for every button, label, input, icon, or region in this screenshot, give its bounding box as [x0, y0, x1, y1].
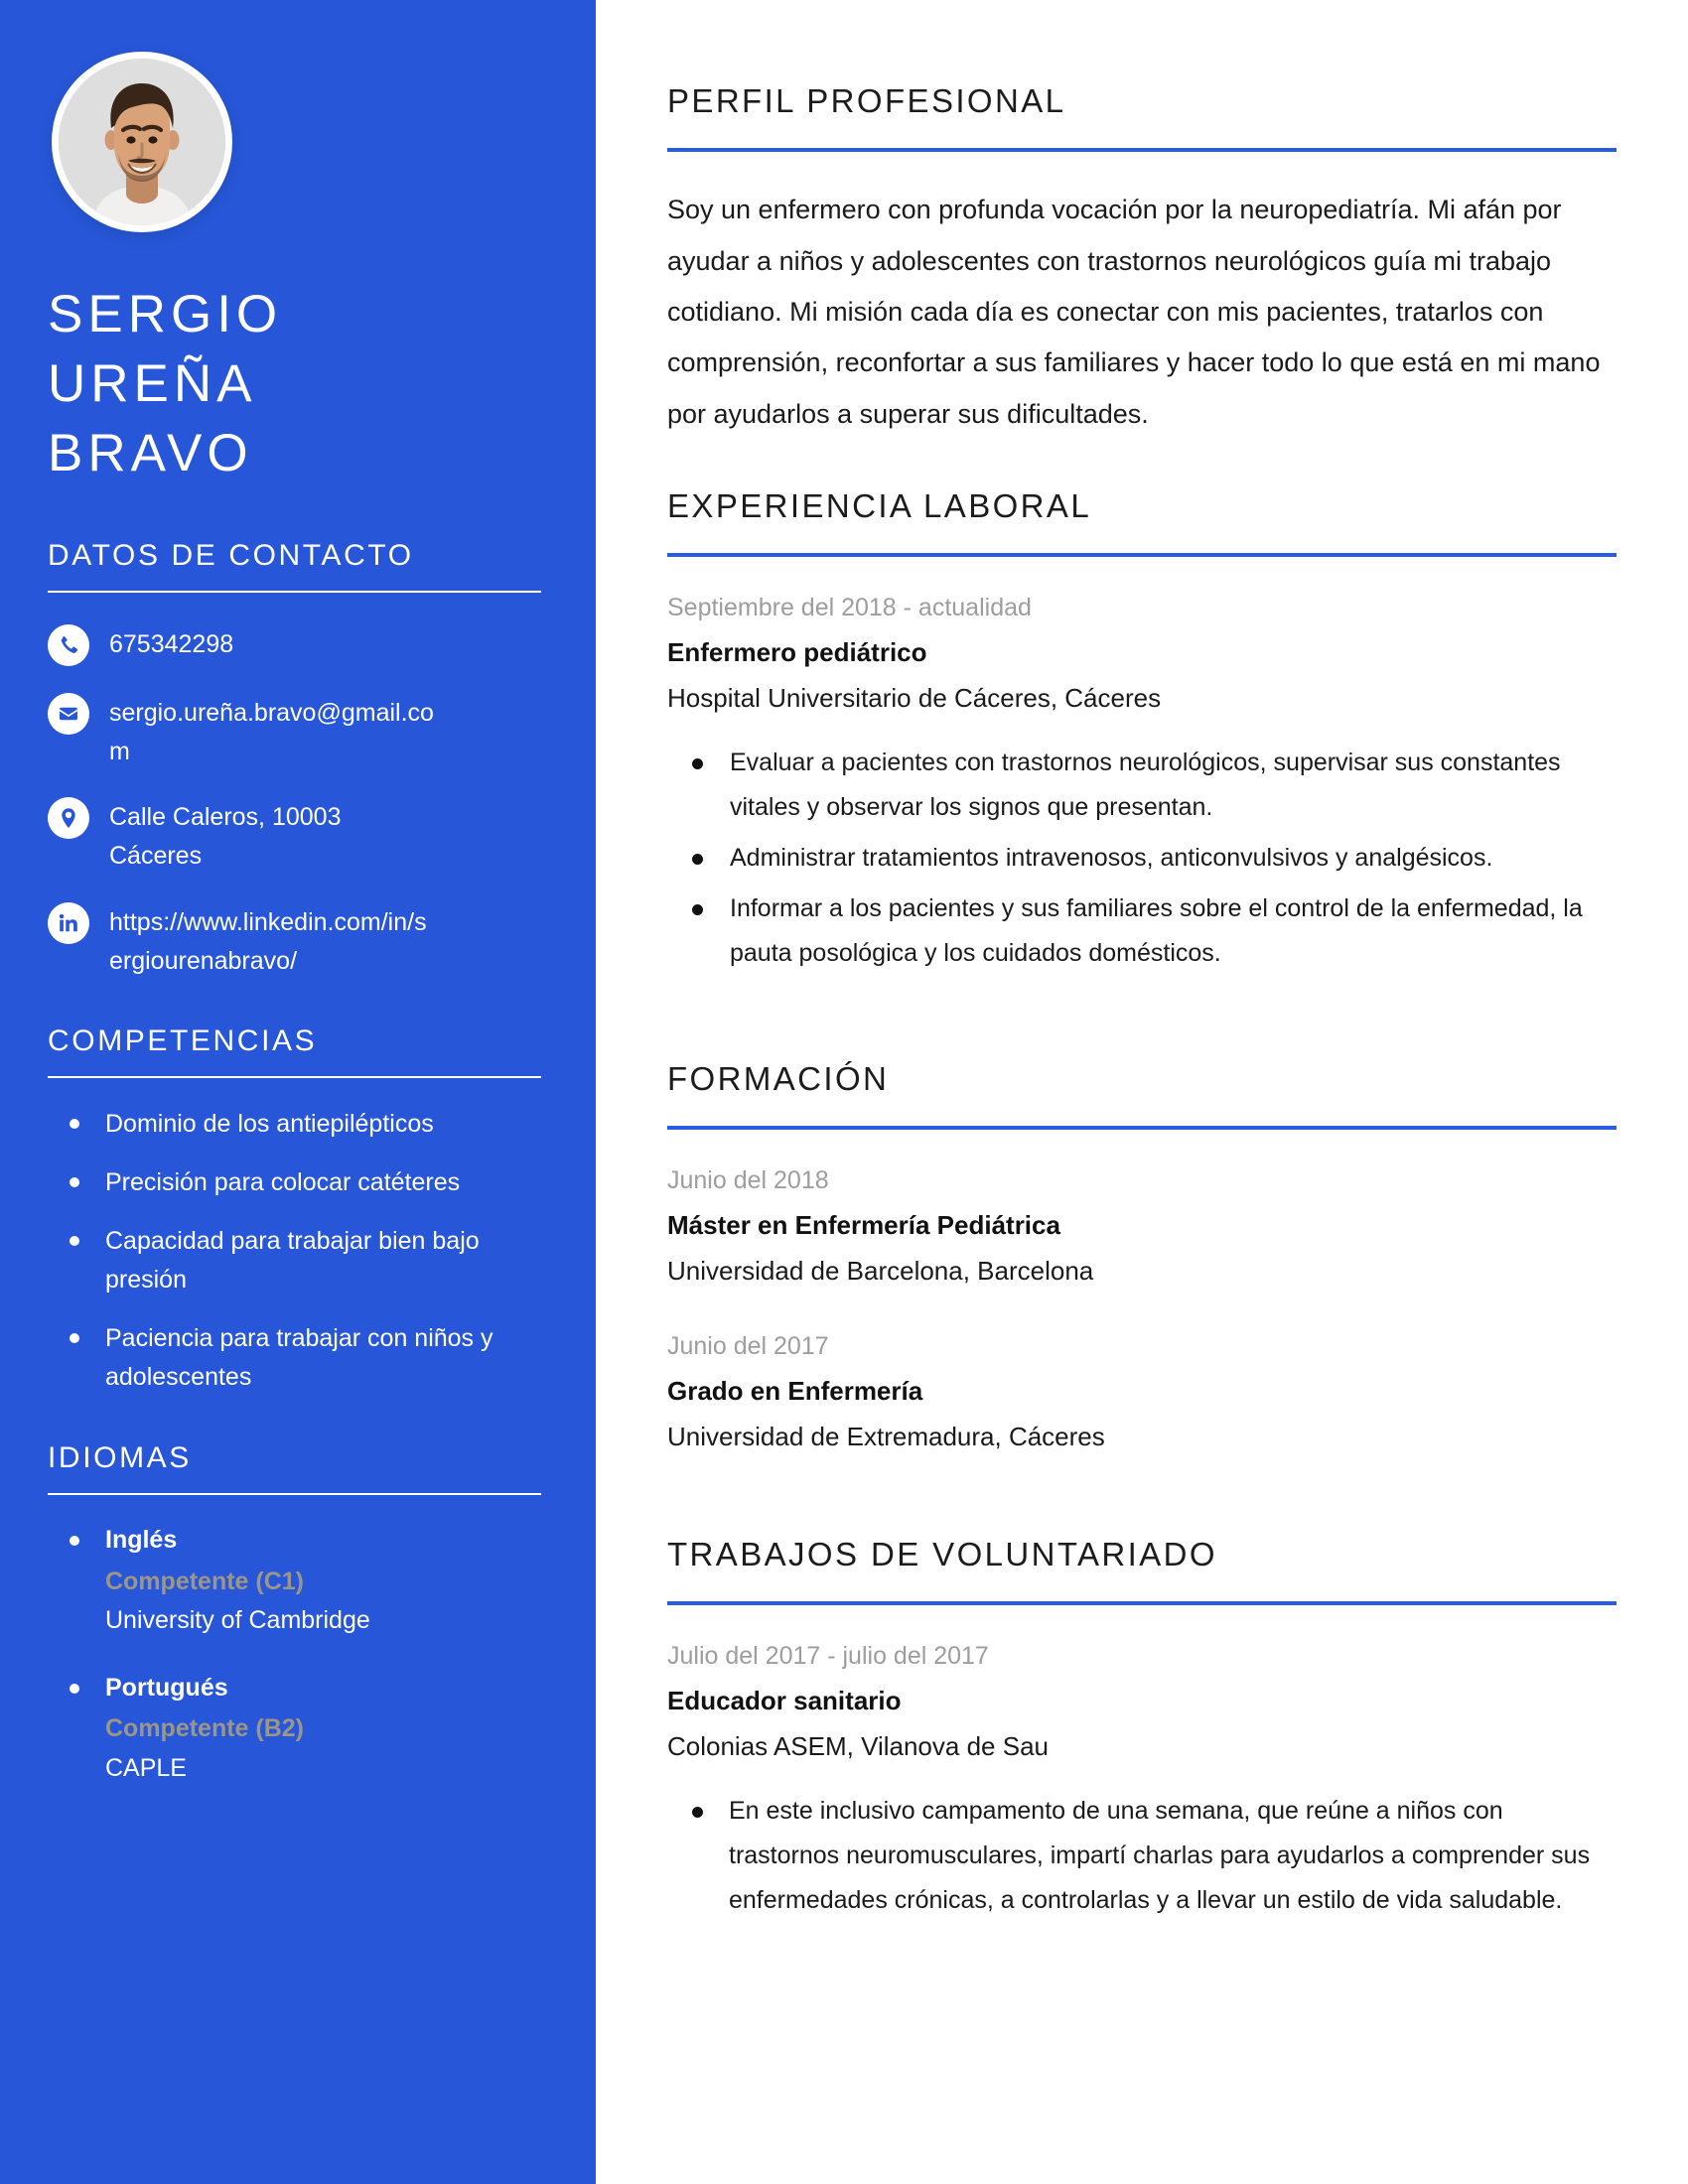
location-pin-icon — [48, 797, 89, 839]
skills-section — [48, 1024, 541, 1397]
experience-section — [667, 486, 1617, 977]
entry-date: Septiembre del 2018 - actualidad — [667, 593, 1032, 621]
phone-icon — [48, 624, 89, 666]
avatar — [52, 52, 232, 232]
entry-date: Junio del 2017 — [667, 1331, 829, 1360]
contact-section — [48, 538, 541, 981]
entry-organization: Colonias ASEM, Vilanova de Sau — [667, 1730, 1049, 1761]
contact-item-email[interactable] — [48, 691, 541, 771]
contact-linkedin-value: https://www.linkedin.com/in/sergiourenabravo/ — [109, 907, 427, 975]
contact-phone-value: 675342298 — [109, 629, 234, 658]
entry-bullet-list — [667, 741, 1617, 976]
contact-address-value: Calle Caleros, 10003 Cáceres — [109, 803, 342, 871]
language-level: Competente (C1) — [105, 1567, 305, 1595]
entry-date: Julio del 2017 - julio del 2017 — [667, 1641, 989, 1670]
education-entry — [667, 1328, 1617, 1458]
name-line-3: BRAVO — [48, 423, 253, 482]
experience-divider — [667, 553, 1617, 557]
list-item: Paciencia para trabajar con niños y adolescentes — [48, 1319, 541, 1397]
list-item — [48, 1670, 541, 1788]
profile-text: Soy un enfermero con profunda vocación por la neuropediatría. Mi afán por ayudar a niños y adolescentes con trastornos neurológicos guía mi trabajo cotidiano. Mi misión cada día es conectar con mis pacientes, tratarlos con comprensión, reconfortar a sus familiares y hacer todo lo que está en mi mano por ayudarlos a superar sus dificultades. — [667, 195, 1601, 429]
language-name: Inglés — [105, 1526, 178, 1555]
spacer — [667, 1457, 1617, 1507]
volunteering-divider — [667, 1601, 1617, 1605]
skills-heading: COMPETENCIAS — [48, 1024, 318, 1058]
contact-divider — [48, 591, 541, 593]
entry-title: Máster en Enfermería Pediátrica — [667, 1210, 1060, 1241]
skills-divider — [48, 1076, 541, 1078]
education-entry — [667, 1162, 1617, 1293]
name-line-1: SERGIO — [48, 285, 283, 343]
main-content — [596, 0, 1688, 2184]
list-item: Administrar tratamientos intravenosos, anticonvulsivos y analgésicos. — [667, 836, 1617, 881]
contact-list — [48, 622, 541, 981]
language-name: Portugués — [105, 1673, 228, 1702]
list-item: En este inclusivo campamento de una semana, que reúne a niños con trastornos neuromusculares, impartí charlas para ayudarlos a comprender sus enfermedades crónicas, a controlarlas y a llevar un estilo de vida saludable. — [667, 1789, 1617, 1923]
language-certifier: CAPLE — [105, 1753, 187, 1782]
sidebar — [0, 0, 596, 2184]
education-section — [667, 1059, 1617, 1457]
entry-bullet-list — [667, 1789, 1617, 1923]
list-item: Capacidad para trabajar bien bajo presión — [48, 1222, 541, 1299]
experience-entry — [667, 590, 1617, 977]
spacer — [667, 982, 1617, 1031]
language-certifier: University of Cambridge — [105, 1606, 370, 1635]
linkedin-icon — [48, 902, 89, 944]
profile-divider — [667, 148, 1617, 152]
contact-item-linkedin[interactable] — [48, 900, 541, 981]
list-item — [48, 1522, 541, 1640]
page-title — [48, 280, 541, 488]
volunteering-entry — [667, 1638, 1617, 1924]
contact-email-value: sergio.ureña.bravo@gmail.com — [109, 698, 434, 765]
name-line-2: UREÑA — [48, 353, 257, 413]
volunteering-heading: TRABAJOS DE VOLUNTARIADO — [667, 1535, 1217, 1572]
education-divider — [667, 1126, 1617, 1130]
skills-list — [48, 1105, 541, 1397]
profile-heading: PERFIL PROFESIONAL — [667, 82, 1066, 120]
email-icon — [48, 693, 89, 735]
education-heading: FORMACIÓN — [667, 1059, 890, 1097]
list-item: Evaluar a pacientes con trastornos neurológicos, supervisar sus constantes vitales y observar los signos que presentan. — [667, 741, 1617, 830]
entry-title: Grado en Enfermería — [667, 1376, 923, 1407]
entry-organization: Hospital Universitario de Cáceres, Cáceres — [667, 682, 1162, 713]
contact-item-address[interactable] — [48, 795, 541, 876]
contact-heading: DATOS DE CONTACTO — [48, 538, 414, 572]
languages-divider — [48, 1493, 541, 1495]
list-item: Informar a los pacientes y sus familiares sobre el control de la enfermedad, la pauta posológica y los cuidados domésticos. — [667, 887, 1617, 976]
profile-photo — [59, 59, 225, 225]
contact-item-phone[interactable] — [48, 622, 541, 666]
list-item: Dominio de los antiepilépticos — [48, 1105, 541, 1144]
list-item: Precisión para colocar catéteres — [48, 1163, 541, 1202]
entry-date: Junio del 2018 — [667, 1165, 829, 1194]
languages-list — [48, 1522, 541, 1787]
entry-organization: Universidad de Extremadura, Cáceres — [667, 1421, 1105, 1451]
languages-section — [48, 1440, 541, 1787]
languages-heading: IDIOMAS — [48, 1441, 192, 1475]
entry-organization: Universidad de Barcelona, Barcelona — [667, 1255, 1094, 1286]
profile-section — [667, 81, 1617, 439]
entry-title: Enfermero pediátrico — [667, 637, 927, 668]
language-level: Competente (B2) — [105, 1714, 305, 1743]
volunteering-section — [667, 1535, 1617, 1924]
experience-heading: EXPERIENCIA LABORAL — [667, 486, 1092, 524]
entry-title: Educador sanitario — [667, 1686, 902, 1716]
